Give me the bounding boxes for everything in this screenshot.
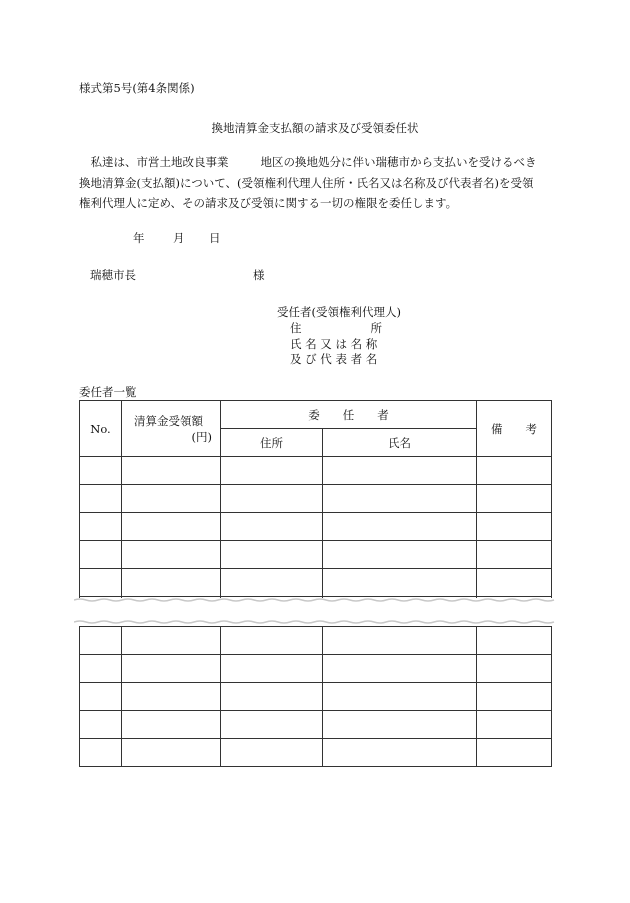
cell[interactable] <box>122 569 221 597</box>
table-row <box>80 711 552 739</box>
header-name: 氏名 <box>323 429 477 457</box>
list-caption: 委任者一覧 <box>79 385 137 399</box>
table-row <box>80 739 552 767</box>
cell[interactable] <box>221 739 323 767</box>
agent-address-label: 住 所 <box>290 321 382 335</box>
table-row <box>80 457 552 485</box>
date-month: 月 <box>173 231 185 245</box>
cell[interactable] <box>477 683 552 711</box>
cell[interactable] <box>477 513 552 541</box>
cell[interactable] <box>122 627 221 655</box>
cell[interactable] <box>221 457 323 485</box>
cell[interactable] <box>323 457 477 485</box>
body-paragraph <box>79 152 559 214</box>
header-remarks: 備 考 <box>477 401 552 457</box>
header-amount-unit: (円) <box>191 429 212 444</box>
cell[interactable] <box>221 485 323 513</box>
cell[interactable] <box>80 513 122 541</box>
cell[interactable] <box>122 485 221 513</box>
cell[interactable] <box>80 739 122 767</box>
cell[interactable] <box>80 655 122 683</box>
cell[interactable] <box>122 655 221 683</box>
table-row <box>80 541 552 569</box>
body-line-1-before: 私達は、市営土地改良事業 <box>79 155 229 169</box>
cell[interactable] <box>221 711 323 739</box>
cell[interactable] <box>323 655 477 683</box>
page-break-tear <box>74 598 558 626</box>
table-row <box>80 627 552 655</box>
tear-edge-icon <box>74 598 558 626</box>
cell[interactable] <box>221 627 323 655</box>
header-amount-label: 清算金受領額 <box>134 413 203 428</box>
cell[interactable] <box>80 541 122 569</box>
cell[interactable] <box>477 627 552 655</box>
cell[interactable] <box>221 655 323 683</box>
cell[interactable] <box>477 739 552 767</box>
cell[interactable] <box>477 485 552 513</box>
addressee: 瑞穂市長 <box>90 268 136 282</box>
table-row <box>80 655 552 683</box>
header-no: No. <box>80 401 122 457</box>
mandator-table-continued <box>79 626 552 767</box>
body-line-1 <box>79 152 559 173</box>
honorific: 様 <box>253 268 265 282</box>
agent-name-label: 氏 名 又 は 名 称 <box>290 337 378 351</box>
cell[interactable] <box>477 655 552 683</box>
form-number: 様式第5号(第4条関係) <box>79 81 195 95</box>
cell[interactable] <box>80 627 122 655</box>
cell[interactable] <box>80 683 122 711</box>
cell[interactable] <box>323 627 477 655</box>
cell[interactable] <box>122 513 221 541</box>
cell[interactable] <box>323 683 477 711</box>
table-row <box>80 513 552 541</box>
cell[interactable] <box>221 683 323 711</box>
cell[interactable] <box>122 711 221 739</box>
cell[interactable] <box>323 541 477 569</box>
cell[interactable] <box>323 739 477 767</box>
cell[interactable] <box>323 513 477 541</box>
cell[interactable] <box>80 485 122 513</box>
cell[interactable] <box>323 485 477 513</box>
cell[interactable] <box>221 541 323 569</box>
table-header-row <box>80 401 552 429</box>
cell[interactable] <box>323 569 477 597</box>
date-day: 日 <box>209 231 221 245</box>
cell[interactable] <box>323 711 477 739</box>
cell[interactable] <box>80 711 122 739</box>
cell[interactable] <box>477 457 552 485</box>
cell[interactable] <box>221 569 323 597</box>
cell[interactable] <box>80 457 122 485</box>
header-mandator: 委 任 者 <box>221 401 477 429</box>
table-row <box>80 485 552 513</box>
document-title: 換地清算金支払額の請求及び受領委任状 <box>211 121 419 135</box>
cell[interactable] <box>477 569 552 597</box>
body-line-3: 権利代理人に定め、その請求及び受領に関する一切の権限を委任します。 <box>79 196 458 210</box>
date-year: 年 <box>133 231 145 245</box>
table-row <box>80 683 552 711</box>
agent-rep-label: 及 び 代 表 者 名 <box>290 352 378 366</box>
cell[interactable] <box>122 541 221 569</box>
cell[interactable] <box>80 569 122 597</box>
body-line-1-after: 地区の換地処分に伴い瑞穂市から支払いを受けるべき <box>260 155 537 169</box>
cell[interactable] <box>477 711 552 739</box>
table-row <box>80 569 552 597</box>
body-line-2: 換地清算金(支払額)について、(受領権利代理人住所・氏名又は名称及び代表者名)を受領 <box>79 175 534 190</box>
mandator-table <box>79 400 552 625</box>
cell[interactable] <box>477 541 552 569</box>
header-address: 住所 <box>221 429 323 457</box>
header-amount <box>122 401 221 457</box>
cell[interactable] <box>122 739 221 767</box>
cell[interactable] <box>122 457 221 485</box>
cell[interactable] <box>221 513 323 541</box>
date-line <box>133 230 221 246</box>
cell[interactable] <box>122 683 221 711</box>
agent-heading: 受任者(受領権利代理人) <box>277 305 401 319</box>
